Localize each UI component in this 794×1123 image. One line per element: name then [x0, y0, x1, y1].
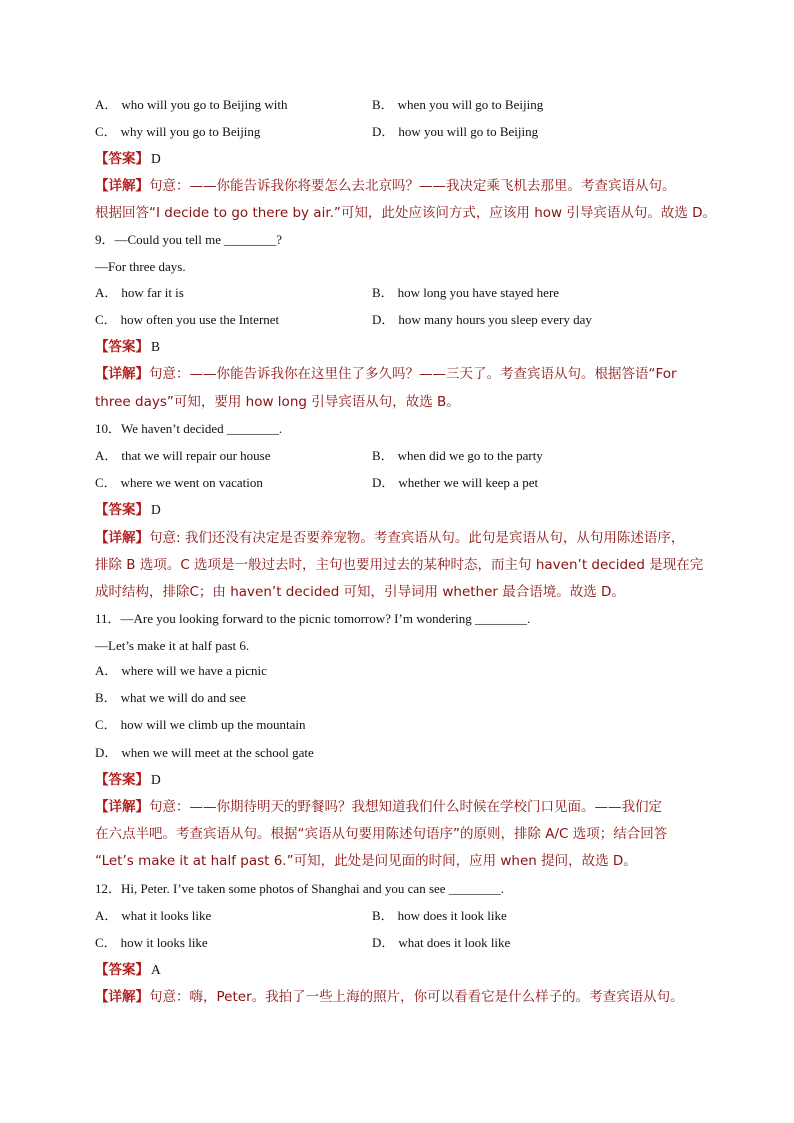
q10-option-d[interactable]: D． whether we will keep a pet [372, 475, 539, 490]
q10-stem: 10．We haven’t decided ________. [95, 421, 283, 436]
q10-option-b[interactable]: B． when did we go to the party [372, 448, 543, 463]
q12-option-c[interactable]: C． how it looks like [95, 935, 208, 950]
q11-reply: —Let’s make it at half past 6. [95, 638, 250, 653]
q11-option-d[interactable]: D． when we will meet at the school gate [95, 745, 314, 760]
q9-answer: 【答案】 B [95, 339, 161, 355]
q8-option-b[interactable]: B． when you will go to Beijing [372, 97, 544, 112]
q12-option-a[interactable]: A． what it looks like [95, 908, 212, 923]
q9-option-c[interactable]: C． how often you use the Internet [95, 312, 280, 327]
q12-option-b[interactable]: B． how does it look like [372, 908, 507, 923]
q9-option-d[interactable]: D． how many hours you sleep every day [372, 312, 592, 327]
q10-answer: 【答案】 D [95, 502, 161, 518]
q12-option-d[interactable]: D． what does it look like [372, 935, 511, 950]
q8-answer: 【答案】 D [95, 151, 161, 167]
q12-answer: 【答案】 A [95, 962, 161, 978]
q8-option-a[interactable]: A． who will you go to Beijing with [95, 97, 288, 112]
q9-explanation-line-2: three days”可知，要用 how long 引导宾语从句，故选 B。 [95, 394, 460, 410]
q12-stem: 12．Hi, Peter. I’ve taken some photos of Shanghai and you can see ________. [95, 881, 505, 896]
q12-explanation-line-1: 【详解】句意：嗨，Peter。我拍了一些上海的照片，你可以看看它是什么样子的。考查宾语从句。 [95, 989, 684, 1005]
q11-option-b[interactable]: B． what we will do and see [95, 690, 246, 705]
q8-option-d[interactable]: D． how you will go to Beijing [372, 124, 539, 139]
q10-explanation-line-2: 排除 B 选项。C 选项是一般过去时，主句也要用过去的某种时态，而主句 haven’t decided 是现在完 [95, 557, 704, 573]
q11-option-a[interactable]: A． where will we have a picnic [95, 663, 267, 678]
q10-option-c[interactable]: C． where we went on vacation [95, 475, 263, 490]
q11-explanation-line-2: 在六点半吧。考查宾语从句。根据“宾语从句要用陈述句语序”的原则，排除 A/C 选项；结合回答 [95, 826, 668, 842]
q8-explanation-line-2: 根据回答“I decide to go there by air.”可知，此处应该问方式，应该用 how 引导宾语从句。故选 D。 [95, 205, 717, 221]
q11-answer: 【答案】 D [95, 772, 161, 788]
q9-explanation-line-1: 【详解】句意：——你能告诉我你在这里住了多久吗？——三天了。考查宾语从句。根据答语“For [95, 366, 677, 382]
q9-stem: 9．—Could you tell me ________? [95, 232, 283, 247]
q11-option-c[interactable]: C． how will we climb up the mountain [95, 717, 306, 732]
q9-option-b[interactable]: B． how long you have stayed here [372, 285, 560, 300]
q10-explanation-line-1: 【详解】句意: 我们还没有决定是否要养宠物。考查宾语从句。此句是宾语从句，从句用陈述语序， [95, 530, 685, 546]
q10-explanation-line-3: 成时结构，排除C；由 haven’t decided 可知，引导词用 whether 最合语境。故选 D。 [95, 584, 625, 600]
q8-explanation-line-1: 【详解】句意：——你能告诉我你将要怎么去北京吗？——我决定乘飞机去那里。考查宾语从句。 [95, 178, 676, 194]
q9-option-a[interactable]: A． how far it is [95, 285, 184, 300]
q8-option-c[interactable]: C． why will you go to Beijing [95, 124, 261, 139]
q9-reply: —For three days. [95, 259, 186, 274]
q10-option-a[interactable]: A． that we will repair our house [95, 448, 271, 463]
q11-explanation-line-1: 【详解】句意：——你期待明天的野餐吗？我想知道我们什么时候在学校门口见面。——我们定 [95, 799, 662, 815]
q11-explanation-line-3: “Let’s make it at half past 6.”可知，此处是问见面的时间，应用 when 提问，故选 D。 [95, 853, 637, 869]
q11-stem: 11．—Are you looking forward to the picnic tomorrow? I’m wondering ________. [95, 611, 531, 626]
